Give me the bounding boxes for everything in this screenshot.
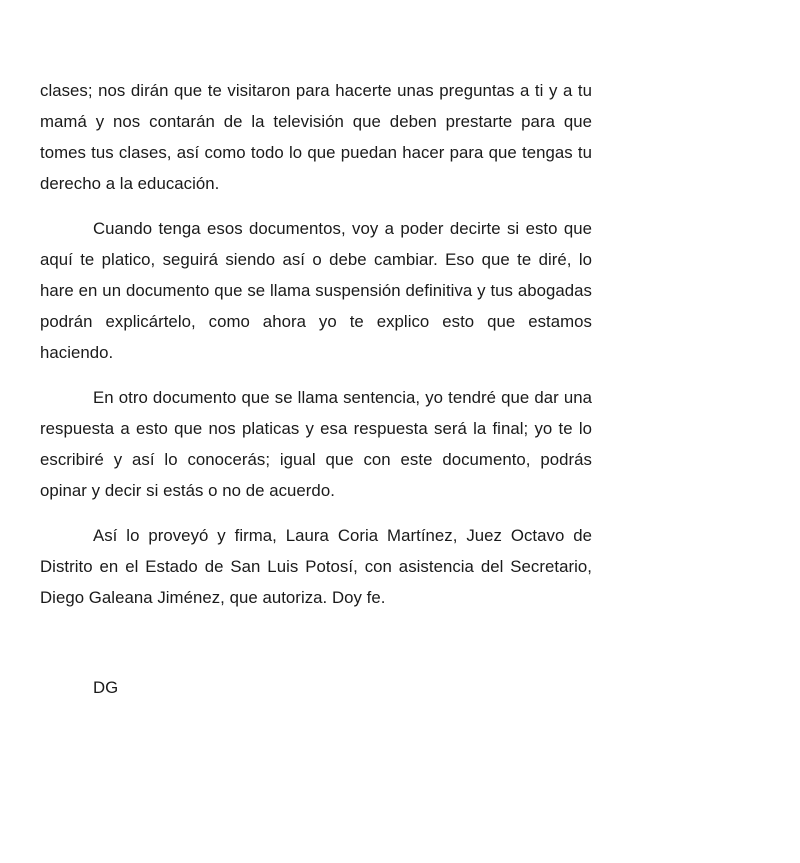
paragraph-documents: Cuando tenga esos documentos, voy a poder decirte si esto que aquí te platico, seguirá siendo así o debe cambiar. Eso que te diré, lo hare en un documento que se llama suspensión definitiva y tus abogadas podrán explicártelo, como ahora yo te explico esto que estamos haciendo. xyxy=(40,219,592,362)
paragraph-sentence: En otro documento que se llama sentencia, yo tendré que dar una respuesta a esto que nos platicas y esa respuesta será la final; yo te lo escribiré y así lo conocerás; igual que con este documento, podrás opinar y decir si estás o no de acuerdo. xyxy=(40,388,592,500)
document-body xyxy=(40,75,592,627)
author-initials: DG xyxy=(93,678,119,697)
paragraph-continuation: clases; nos dirán que te visitaron para hacerte unas preguntas a ti y a tu mamá y nos contarán de la televisión que deben prestarte para que tomes tus clases, así como todo lo que puedan hacer para que tengas tu derecho a la educación. xyxy=(40,81,592,193)
paragraph-signature-statement: Así lo proveyó y firma, Laura Coria Martínez, Juez Octavo de Distrito en el Estado de San Luis Potosí, con asistencia del Secretario, Diego Galeana Jiménez, que autoriza. Doy fe. xyxy=(40,526,592,607)
